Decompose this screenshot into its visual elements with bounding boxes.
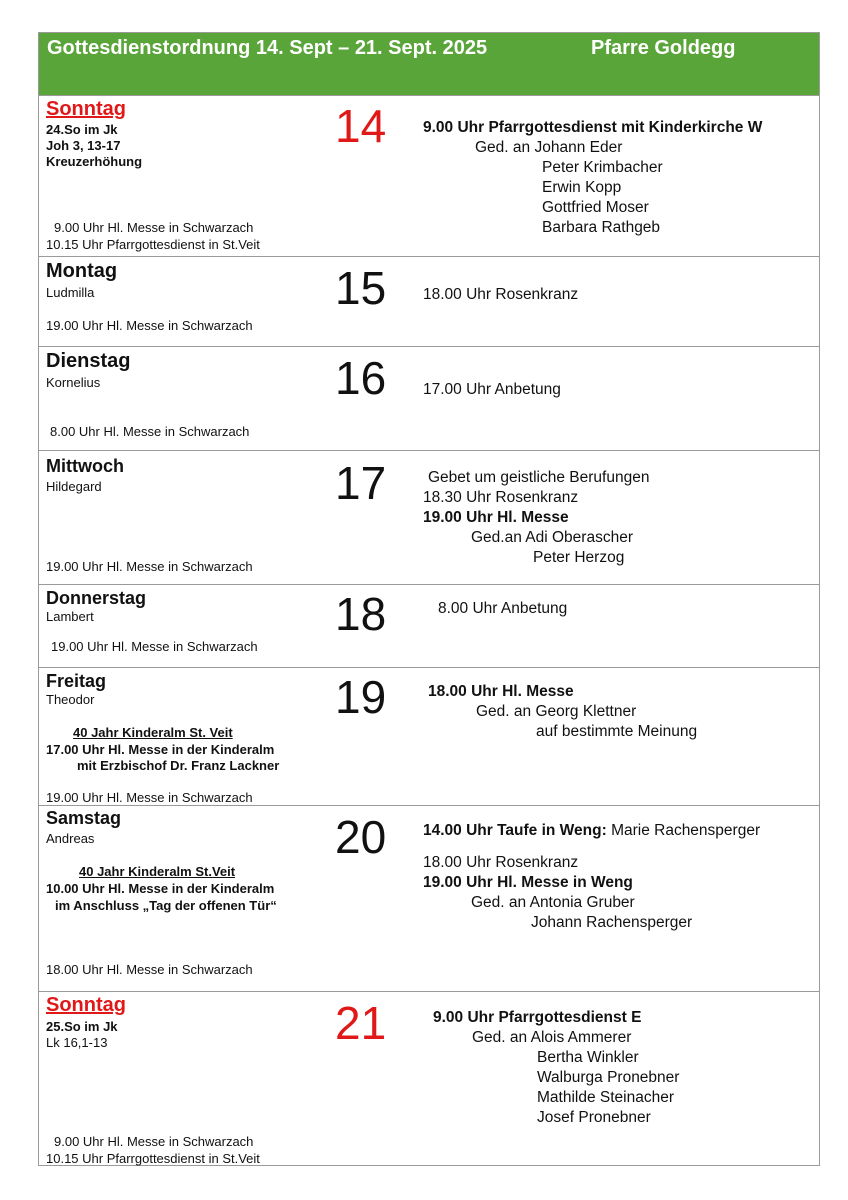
special-event-heading: 40 Jahr Kinderalm St.Veit bbox=[79, 864, 236, 879]
day-sub-line: Theodor bbox=[46, 692, 95, 707]
event-line: Barbara Rathgeb bbox=[542, 219, 661, 236]
day-row-mittwoch-17 bbox=[39, 450, 819, 584]
date-number: 14 bbox=[335, 100, 387, 152]
day-row-samstag-20 bbox=[39, 805, 819, 991]
day-row-donnerstag-18 bbox=[39, 584, 819, 667]
events-list bbox=[423, 118, 762, 238]
event-line: 18.00 Uhr Rosenkranz bbox=[423, 854, 579, 871]
event-person: Marie Rachensperger bbox=[611, 822, 761, 839]
schedule-title: Gottesdienstordnung 14. Sept – 21. Sept. 2025 bbox=[47, 37, 488, 59]
parish-name: Pfarre Goldegg bbox=[591, 37, 736, 59]
special-event-line: 17.00 Uhr Hl. Messe in der Kinderalm bbox=[46, 742, 275, 757]
date-number: 16 bbox=[335, 352, 387, 404]
day-name: Dienstag bbox=[46, 350, 131, 372]
events-list bbox=[423, 821, 760, 933]
event-line: Ged. an Johann Eder bbox=[475, 139, 623, 156]
event-line: 17.00 Uhr Anbetung bbox=[423, 381, 561, 398]
day-sub-line: Lk 16,1-13 bbox=[46, 1035, 108, 1050]
event-line: Ged. an Antonia Gruber bbox=[471, 894, 635, 911]
date-number: 20 bbox=[335, 811, 387, 863]
event-time: 14.00 Uhr Taufe in Weng: bbox=[423, 822, 607, 839]
event-line: Gebet um geistliche Berufungen bbox=[428, 469, 650, 486]
day-sub-line: Andreas bbox=[46, 831, 95, 846]
events-list bbox=[423, 468, 649, 568]
event-line: 19.00 Uhr Hl. Messe bbox=[423, 509, 569, 526]
day-sub-line: Lambert bbox=[46, 609, 94, 624]
day-name: Sonntag bbox=[46, 994, 126, 1016]
date-number: 19 bbox=[335, 671, 387, 723]
day-sub-line: Kornelius bbox=[46, 375, 101, 390]
event-line: 9.00 Uhr Pfarrgottesdienst E bbox=[433, 1009, 642, 1026]
special-event-line: im Anschluss „Tag der offenen Tür“ bbox=[55, 898, 277, 913]
events-list bbox=[423, 285, 578, 305]
stveit-mass: 10.15 Uhr Pfarrgottesdienst in St.Veit bbox=[46, 237, 260, 252]
event-line: 18.30 Uhr Rosenkranz bbox=[423, 489, 579, 506]
event-line bbox=[423, 821, 760, 841]
events-list bbox=[428, 682, 697, 742]
event-line: Peter Herzog bbox=[533, 549, 625, 566]
schwarzach-mass: 8.00 Uhr Hl. Messe in Schwarzach bbox=[50, 424, 250, 439]
day-sub-line: Hildegard bbox=[46, 479, 102, 494]
special-event-line: 10.00 Uhr Hl. Messe in der Kinderalm bbox=[46, 881, 275, 896]
event-line: Ged. an Alois Ammerer bbox=[472, 1029, 632, 1046]
event-line: Mathilde Steinacher bbox=[537, 1089, 674, 1106]
day-sub-line: Joh 3, 13-17 bbox=[46, 138, 121, 153]
event-line: 9.00 Uhr Pfarrgottesdienst mit Kinderkirche W bbox=[423, 119, 763, 136]
date-number: 17 bbox=[335, 457, 387, 509]
event-line: 18.00 Uhr Rosenkranz bbox=[423, 286, 579, 303]
stveit-mass: 10.15 Uhr Pfarrgottesdienst in St.Veit bbox=[46, 1151, 260, 1166]
day-name: Samstag bbox=[46, 808, 122, 828]
special-event-line: mit Erzbischof Dr. Franz Lackner bbox=[77, 758, 280, 773]
events-list bbox=[438, 599, 567, 619]
event-line: auf bestimmte Meinung bbox=[536, 723, 698, 740]
day-name: Freitag bbox=[46, 671, 107, 691]
event-line: Ged.an Adi Oberascher bbox=[471, 529, 633, 546]
schwarzach-mass: 9.00 Uhr Hl. Messe in Schwarzach bbox=[54, 1134, 254, 1149]
date-number: 21 bbox=[335, 997, 387, 1049]
day-name: Mittwoch bbox=[46, 456, 124, 476]
event-line: Walburga Pronebner bbox=[537, 1069, 680, 1086]
day-name: Donnerstag bbox=[46, 588, 147, 608]
day-sub-line: 25.So im Jk bbox=[46, 1019, 118, 1034]
day-name: Sonntag bbox=[46, 98, 126, 120]
events-list bbox=[423, 380, 561, 400]
event-line: Johann Rachensperger bbox=[531, 914, 693, 931]
event-line: Bertha Winkler bbox=[537, 1049, 639, 1066]
date-number: 15 bbox=[335, 262, 387, 314]
day-name: Montag bbox=[46, 260, 118, 282]
date-number: 18 bbox=[335, 588, 387, 640]
event-line: 19.00 Uhr Hl. Messe in Weng bbox=[423, 874, 633, 891]
schwarzach-mass: 19.00 Uhr Hl. Messe in Schwarzach bbox=[46, 318, 253, 333]
events-list bbox=[433, 1008, 679, 1128]
schwarzach-mass: 19.00 Uhr Hl. Messe in Schwarzach bbox=[46, 790, 253, 805]
header-bar bbox=[39, 33, 819, 95]
day-row-sonntag-21 bbox=[39, 991, 819, 1167]
schwarzach-mass: 19.00 Uhr Hl. Messe in Schwarzach bbox=[46, 559, 253, 574]
event-line: 18.00 Uhr Hl. Messe bbox=[428, 683, 574, 700]
day-row-dienstag-16 bbox=[39, 346, 819, 450]
event-line: Ged. an Georg Klettner bbox=[476, 703, 637, 720]
event-line: Peter Krimbacher bbox=[542, 159, 663, 176]
event-line: Erwin Kopp bbox=[542, 179, 622, 196]
day-row-montag-15 bbox=[39, 256, 819, 346]
schwarzach-mass: 9.00 Uhr Hl. Messe in Schwarzach bbox=[54, 220, 254, 235]
day-sub-line: 24.So im Jk bbox=[46, 122, 118, 137]
day-sub-line: Ludmilla bbox=[46, 285, 95, 300]
schedule-sheet bbox=[38, 32, 820, 1166]
event-line: Josef Pronebner bbox=[537, 1109, 651, 1126]
schwarzach-mass: 19.00 Uhr Hl. Messe in Schwarzach bbox=[51, 639, 258, 654]
day-sub-line: Kreuzerhöhung bbox=[46, 154, 143, 169]
schwarzach-mass: 18.00 Uhr Hl. Messe in Schwarzach bbox=[46, 962, 253, 977]
event-line: 8.00 Uhr Anbetung bbox=[438, 600, 568, 617]
special-event-heading: 40 Jahr Kinderalm St. Veit bbox=[73, 725, 233, 740]
event-line: Gottfried Moser bbox=[542, 199, 649, 216]
day-row-sonntag-14 bbox=[39, 95, 819, 256]
day-row-freitag-19 bbox=[39, 667, 819, 805]
